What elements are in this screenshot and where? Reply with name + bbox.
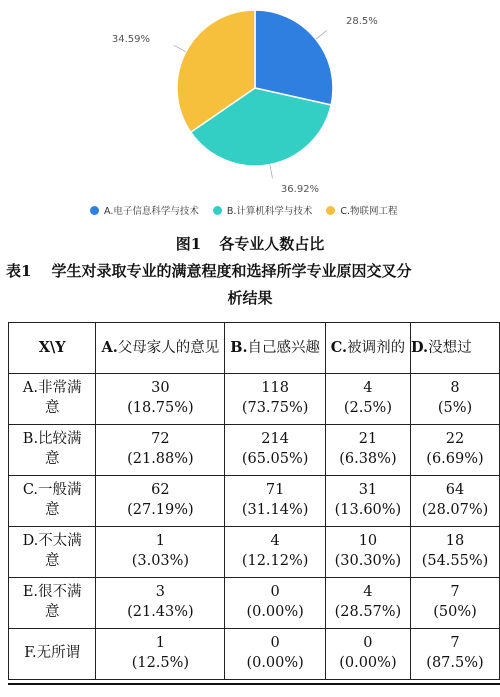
legend-dot-icon [213,206,222,215]
pie-label-0: 28.5% [346,16,378,27]
table-cell [96,578,225,629]
cell-percent: (31.14%) [241,502,309,518]
chart-legend [90,203,398,217]
row-label: D.不太满意 [9,527,96,578]
cell-percent: (87.5%) [426,655,484,671]
figure-caption [0,233,500,254]
cell-count: 0 [270,635,280,652]
cell-count: 8 [450,380,460,397]
table-cell [325,578,410,629]
pie-leader-1 [270,165,273,179]
cell-count: 214 [261,431,289,448]
cell-percent: (2.5%) [343,400,392,416]
table-number: 表1 [6,262,32,280]
cell-percent: (0.00%) [246,655,304,671]
cell-count: 7 [450,584,460,601]
cell-count: 3 [155,584,166,601]
cell-count: 7 [450,635,460,652]
cell-percent: (3.03%) [131,553,190,569]
cell-percent: (18.75%) [127,400,194,416]
cell-count: 18 [445,533,465,550]
row-label: E.很不满意 [9,578,96,629]
table-cell [96,425,225,476]
pie-label-2: 34.59% [111,34,150,45]
cell-count: 64 [445,482,465,499]
table-cell [325,629,410,680]
header-a: A.父母家人的意见 [96,323,225,374]
table-cell [411,629,500,680]
table-header-row [9,323,500,374]
table-row [9,476,500,527]
cell-count: 118 [261,380,289,397]
table-cell [411,425,500,476]
table-bottom-rule [8,683,500,685]
header-b: B.自己感兴趣 [225,323,325,374]
table-cell [411,578,500,629]
table-cell [411,527,500,578]
cell-count: 72 [151,431,170,448]
cell-count: 4 [363,584,373,601]
table-title-line2: 析结果 [227,289,273,307]
table-title-line1: 学生对录取专业的满意程度和选择所学专业原因交叉分 [51,262,412,280]
cell-count: 62 [151,482,170,499]
cell-percent: (28.07%) [421,502,489,518]
cell-percent: (6.69%) [426,451,484,467]
cell-percent: (5%) [437,400,473,416]
cell-percent: (27.19%) [127,502,194,518]
pie-svg [0,0,500,200]
row-label: B.比较满意 [9,425,96,476]
cross-table [8,322,500,680]
cell-count: 4 [363,380,373,397]
cell-count: 30 [151,380,170,397]
table-cell [96,527,225,578]
cell-percent: (73.75%) [241,400,309,416]
header-d: D.没想过 [411,323,500,374]
table-cell [225,374,325,425]
cell-count: 22 [445,431,465,448]
cell-percent: (13.60%) [334,502,402,518]
legend-label: A.电子信息科学与技术 [104,206,199,217]
header-c: C.被调剂的 [325,323,410,374]
pie-chart [0,0,500,225]
legend-label: C.物联网工程 [340,206,398,217]
table-cell [325,476,410,527]
cell-percent: (6.38%) [339,451,397,467]
table-caption [6,260,500,281]
cell-count: 10 [358,533,378,550]
figure-number: 图1 [175,235,202,253]
corner-cell: X\Y [9,323,96,374]
table-cell [225,629,325,680]
cell-percent: (0.00%) [339,655,397,671]
cell-count: 21 [358,431,378,448]
cell-count: 71 [265,482,285,499]
row-label: C.一般满意 [9,476,96,527]
cell-percent: (21.88%) [127,451,194,467]
pie-leader-0 [316,30,327,39]
cell-percent: (65.05%) [241,451,309,467]
table-row [9,578,500,629]
legend-item-2 [326,203,397,217]
legend-label: B.计算机科学与技术 [226,206,313,217]
cell-percent: (50%) [433,604,477,620]
table-row [9,425,500,476]
table-row [9,629,500,680]
legend-item-1 [213,203,313,217]
cell-percent: (0.00%) [246,604,304,620]
figure-title: 各专业人数占比 [219,235,325,253]
table-cell [325,527,410,578]
table-cell [411,374,500,425]
cell-percent: (28.57%) [334,604,402,620]
table-cell [225,578,325,629]
row-label: F.无所谓 [9,629,96,680]
table-cell [225,527,325,578]
legend-dot-icon [90,206,99,215]
cell-percent: (54.55%) [421,553,489,569]
table-cell [96,629,225,680]
table-cell [96,476,225,527]
cell-count: 1 [155,635,166,652]
pie-label-1: 36.92% [280,184,320,195]
table-cell [411,476,500,527]
table-cell [325,425,410,476]
cell-percent: (30.30%) [334,553,402,569]
table-cell [325,374,410,425]
table-row [9,527,500,578]
cell-count: 0 [270,584,280,601]
pie-leader-2 [174,45,186,52]
cell-count: 31 [358,482,378,499]
table-cell [225,476,325,527]
legend-dot-icon [326,206,335,215]
cell-count: 0 [363,635,373,652]
table-row [9,374,500,425]
legend-item-0 [90,203,199,217]
cell-count: 1 [155,533,166,550]
cell-count: 4 [270,533,280,550]
table-cell [225,425,325,476]
cell-percent: (12.5%) [131,655,190,671]
row-label: A.非常满意 [9,374,96,425]
table-cell [96,374,225,425]
cell-percent: (12.12%) [241,553,309,569]
cell-percent: (21.43%) [127,604,194,620]
